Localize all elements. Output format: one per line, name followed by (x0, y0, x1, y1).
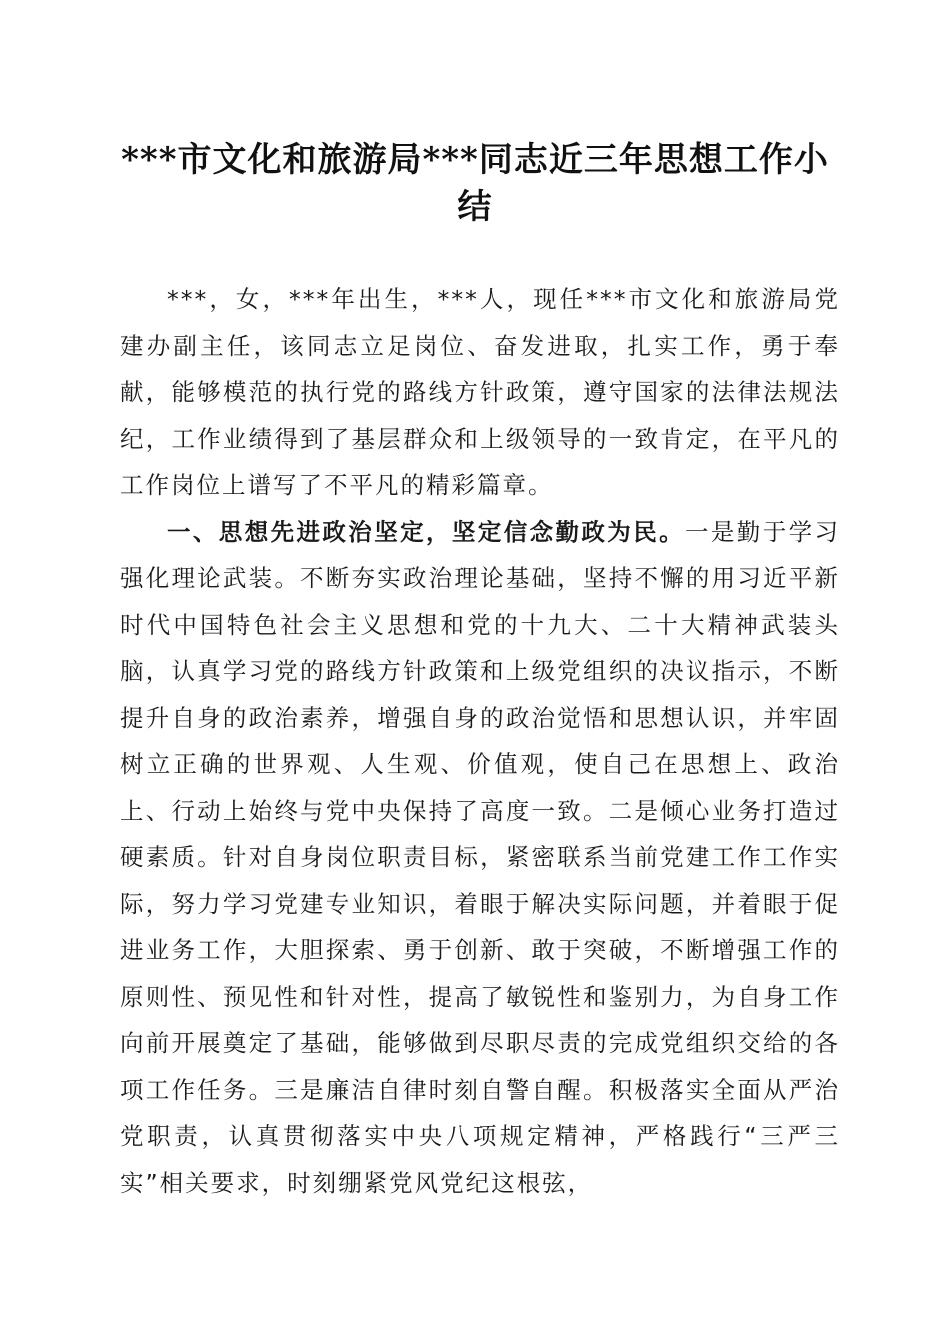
title-line-2: 结 (457, 187, 493, 227)
intro-paragraph: ***，女，***年出生，***人，现任***市文化和旅游局党建办副主任，该同志立足岗位、奋发进取，扎实工作，勇于奉献，能够模范的执行党的路线方针政策，遵守国家的法律法规法纪，工作业绩得到了基层群众和上级领导的一致肯定，在平凡的工作岗位上谱写了不平凡的精彩篇章。 (120, 285, 840, 499)
document-title (110, 137, 840, 231)
section-1-paragraph (120, 509, 840, 1207)
section-1-body: 一是勤于学习强化理论武装。不断夯实政治理论基础，坚持不懈的用习近平新时代中国特色社会主义思想和党的十九大、二十大精神武装头脑，认真学习党的路线方针政策和上级党组织的决议指示，不断提升自身的政治素养，增强自身的政治觉悟和思想认识，并牢固树立正确的世界观、人生观、价值观，使自己在思想上、政治上、行动上始终与党中央保持了高度一致。二是倾心业务打造过硬素质。针对自身岗位职责目标，紧密联系当前党建工作工作实际，努力学习党建专业知识，着眼于解决实际问题，并着眼于促进业务工作，大胆探索、勇于创新、敢于突破，不断增强工作的原则性、预见性和针对性，提高了敏锐性和鉴别力，为自身工作向前开展奠定了基础，能够做到尽职尽责的完成党组织交给的各项工作任务。三是廉洁自律时刻自警自醒。积极落实全面从严治党职责，认真贯彻落实中央八项规定精神，严格践行“三严三实”相关要求，时刻绷紧党风党纪这根弦， (120, 517, 840, 1197)
title-line-1: ***市文化和旅游局***同志近三年思想工作小 (121, 140, 829, 180)
section-1-heading: 一、思想先进政治坚定，坚定信念勤政为民。 (167, 517, 685, 546)
document-body (120, 276, 840, 1206)
